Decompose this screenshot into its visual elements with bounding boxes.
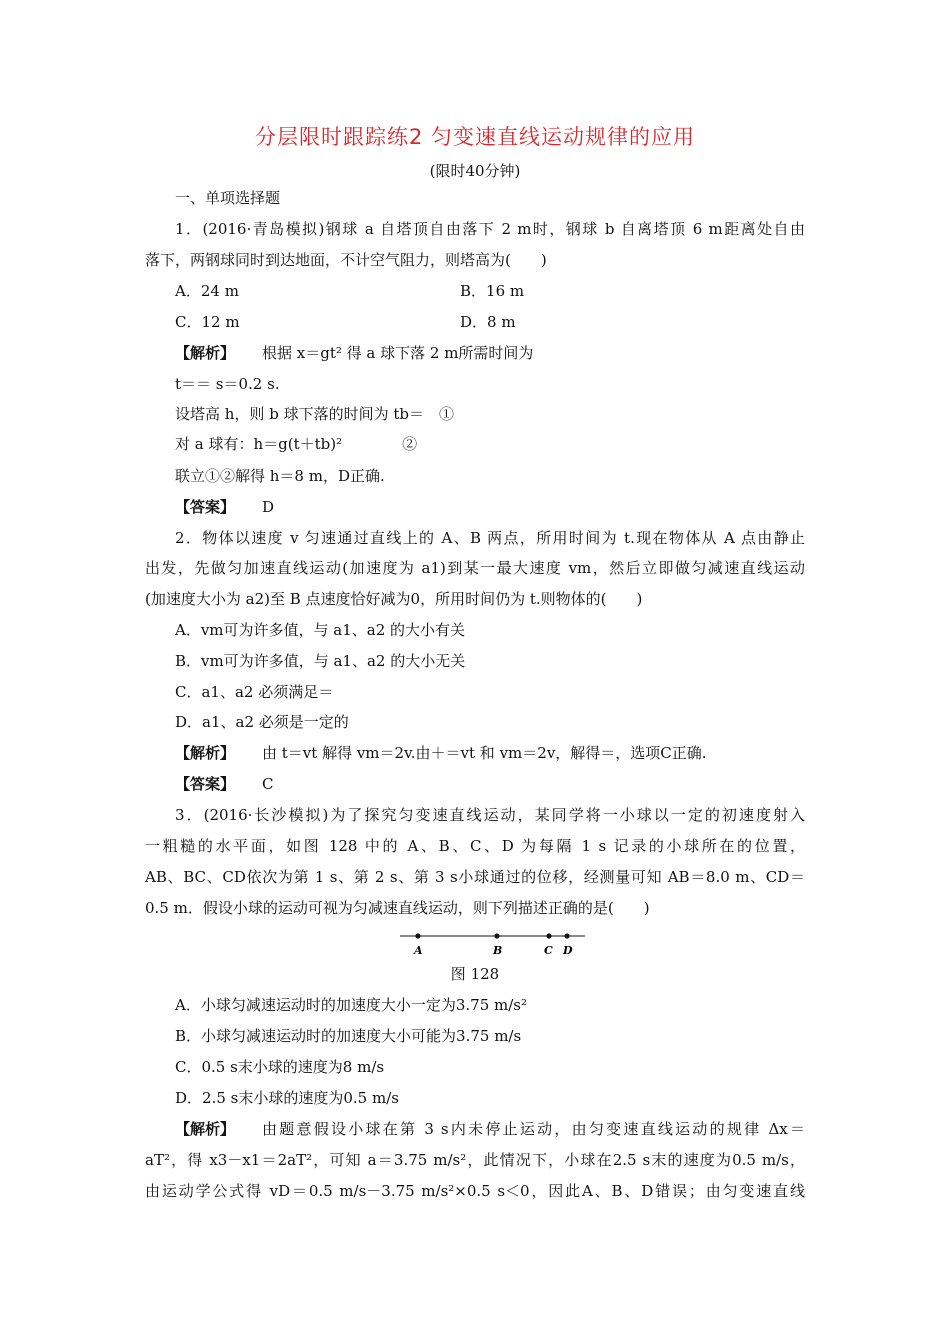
q2-stem-line3: (加速度大小为 a2)至 B 点速度恰好减为0，所用时间仍为 t.则物体的( )	[145, 590, 643, 608]
point-c-label: C	[544, 944, 553, 957]
point-d-label: D	[563, 944, 573, 957]
q2-analysis-label: 【解析】	[175, 744, 236, 762]
motion-diagram-svg	[400, 930, 590, 960]
q3-stem-line2: 一粗糙的水平面，如图 128 中的 A、B、C、D 为每隔 1 s 记录的小球所在的位置，	[145, 837, 805, 855]
point-b-label: B	[493, 944, 503, 957]
q1-answer: D	[262, 498, 275, 516]
q1-analysis-line1: 根据 x＝gt² 得 a 球下落 2 m所需时间为	[262, 344, 534, 362]
page-title: 分层限时跟踪练2 匀变速直线运动规律的应用	[254, 125, 696, 149]
q3-analysis-line3: 由运动学公式得 vD＝0.5 m/s－3.75 m/s²×0.5 s＜0，因此A、B、D错误；由匀变速直线	[145, 1182, 805, 1200]
q3-option-b: B．小球匀减速运动时的加速度大小可能为3.75 m/s	[175, 1027, 522, 1045]
q1-analysis-line3: 设塔高 h，则 b 球下落的时间为 tb＝ ①	[175, 405, 454, 423]
point-c-dot	[546, 933, 551, 938]
q1-option-c: C．12 m	[175, 313, 240, 331]
q3-analysis-line2: aT²，得 x3－x1＝2aT²，可知 a＝3.75 m/s²，此情况下，小球在2.5 s末的速度为0.5 m/s，	[145, 1151, 805, 1169]
q2-answer-label: 【答案】	[175, 775, 236, 793]
q1-option-a: A．24 m	[175, 282, 239, 300]
point-a-dot	[415, 933, 420, 938]
q3-stem-line3: AB、BC、CD依次为第 1 s、第 2 s、第 3 s小球通过的位移，经测量可知 AB＝8.0 m、CD＝	[145, 868, 805, 886]
q2-stem-line2: 出发，先做匀加速直线运动(加速度为 a1)到某一最大速度 vm，然后立即做匀减速直线运动	[145, 559, 805, 577]
q2-option-c: C．a1、a2 必须满足＝	[175, 683, 334, 701]
q1-option-b: B．16 m	[460, 282, 525, 300]
q2-option-b: B．vm可为许多值，与 a1、a2 的大小无关	[175, 652, 466, 670]
q3-analysis-line1: 由题意假设小球在第 3 s内未停止运动，由匀变速直线运动的规律 Δx＝	[262, 1120, 805, 1138]
point-b-dot	[494, 933, 499, 938]
q3-option-c: C．0.5 s末小球的速度为8 m/s	[175, 1058, 385, 1076]
point-a-label: A	[414, 944, 423, 957]
q3-option-d: D．2.5 s末小球的速度为0.5 m/s	[175, 1089, 399, 1107]
q2-stem-line1: 2．物体以速度 v 匀速通过直线上的 A、B 两点，所用时间为 t.现在物体从 A 点由静止	[175, 529, 805, 547]
q2-answer: C	[262, 775, 274, 793]
q1-answer-label: 【答案】	[175, 498, 236, 516]
q2-option-a: A．vm可为许多值，与 a1、a2 的大小有关	[175, 621, 466, 639]
q1-analysis-line2: t＝＝ s＝0.2 s.	[175, 375, 280, 393]
time-limit: (限时40分钟)	[429, 162, 521, 180]
q1-analysis-line5: 联立①②解得 h＝8 m，D正确.	[175, 467, 385, 485]
q1-analysis-line4: 对 a 球有：h＝g(t＋tb)² ②	[175, 435, 418, 453]
q1-stem-line2: 落下，两钢球同时到达地面，不计空气阻力，则塔高为( )	[145, 251, 547, 269]
motion-diagram	[400, 930, 590, 960]
q1-analysis-label: 【解析】	[175, 344, 236, 362]
q3-analysis-label: 【解析】	[175, 1120, 236, 1138]
q1-option-d: D．8 m	[460, 313, 516, 331]
point-d-dot	[564, 933, 569, 938]
q3-option-a: A．小球匀减速运动时的加速度大小一定为3.75 m/s²	[175, 996, 527, 1014]
q2-option-d: D．a1、a2 必须是一定的	[175, 713, 349, 731]
q2-analysis-line1: 由 t＝vt 解得 vm＝2v.由＋＝vt 和 vm＝2v，解得＝，选项C正确.	[262, 744, 707, 762]
q1-stem-line1: 1．(2016·青岛模拟)钢球 a 自塔顶自由落下 2 m时，钢球 b 自离塔顶 6 m距离处自由	[175, 220, 805, 238]
figure-caption: 图 128	[450, 965, 500, 983]
section-heading: 一、单项选择题	[175, 189, 281, 207]
q3-stem-line4: 0.5 m．假设小球的运动可视为匀减速直线运动，则下列描述正确的是( )	[145, 899, 650, 917]
q3-stem-line1: 3．(2016·长沙模拟)为了探究匀变速直线运动，某同学将一小球以一定的初速度射入	[175, 806, 805, 824]
